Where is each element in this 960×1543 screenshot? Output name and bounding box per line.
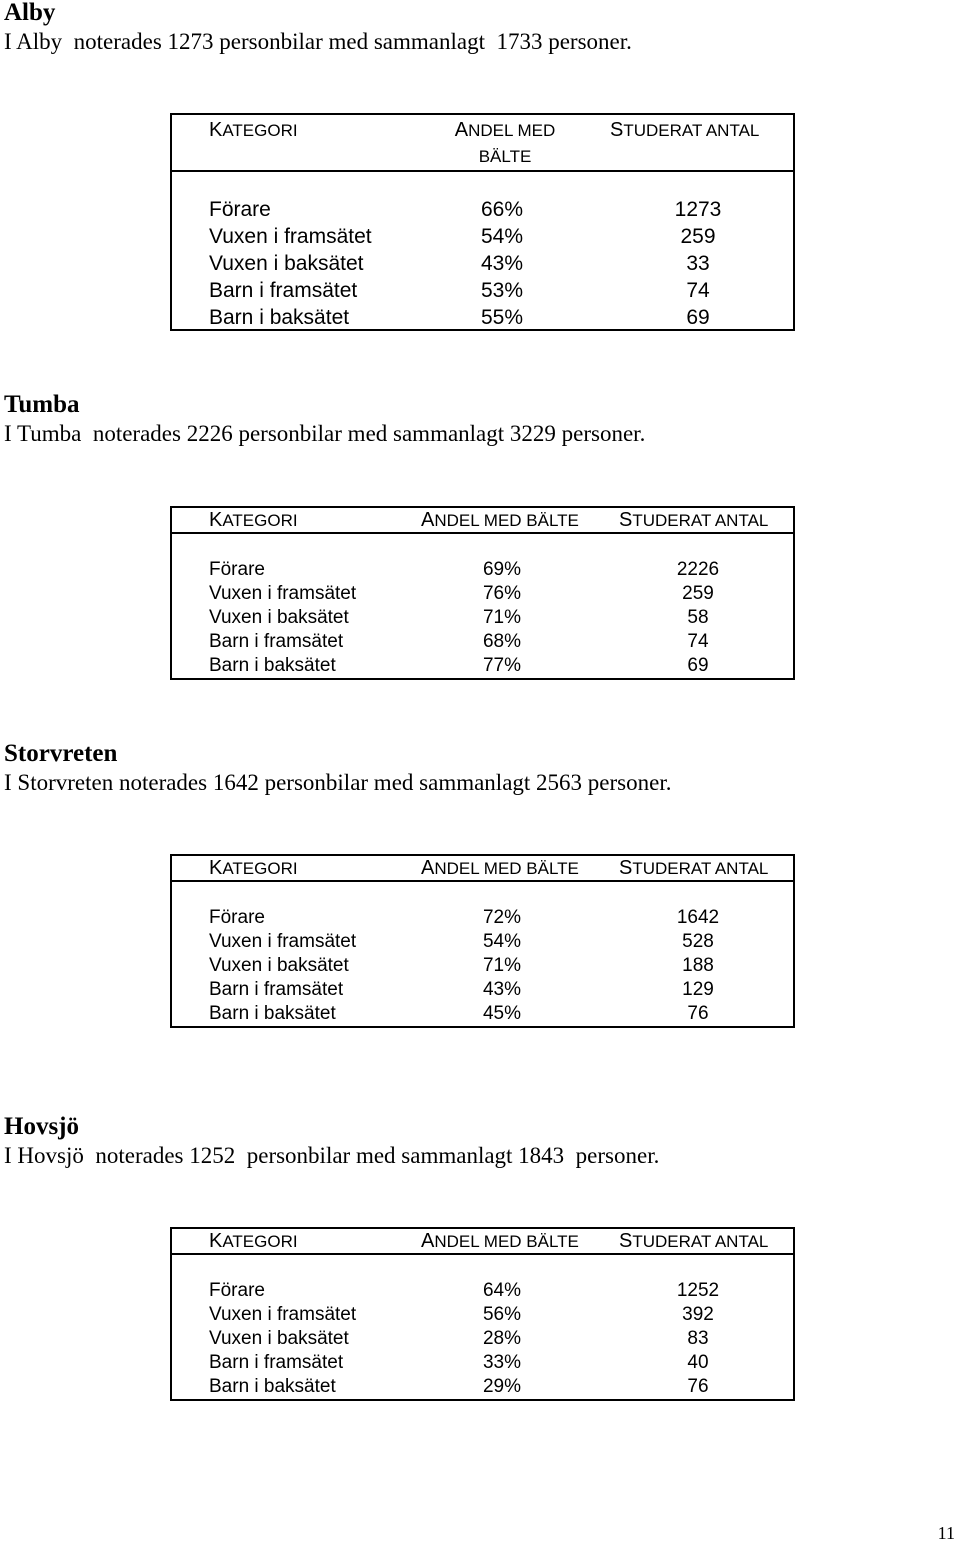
header-studerat: STUDERAT ANTAL — [619, 1230, 769, 1252]
cell-andel: 66% — [480, 198, 524, 221]
header-andel: ANDEL MED BÄLTE — [421, 857, 579, 879]
section-intro-alby: I Alby noterades 1273 personbilar med sammanlagt 1733 personer. — [4, 29, 632, 54]
cell-kategori: Barn i baksätet — [209, 1003, 336, 1024]
header-studerat: STUDERAT ANTAL — [619, 857, 769, 879]
cell-kategori: Barn i baksätet — [209, 306, 350, 329]
cell-andel: 43% — [480, 252, 524, 275]
cell-andel: 33% — [482, 1352, 522, 1373]
table-hovsjo — [170, 1227, 795, 1401]
cell-antal: 1252 — [676, 1280, 720, 1301]
cell-kategori: Förare — [209, 559, 265, 580]
cell-andel: 72% — [482, 907, 522, 928]
cell-kategori: Förare — [209, 907, 265, 928]
cell-antal: 69 — [686, 306, 710, 329]
table-storvreten — [170, 854, 795, 1028]
cell-andel: 71% — [482, 607, 522, 628]
cell-andel: 56% — [482, 1304, 522, 1325]
cell-andel: 43% — [482, 979, 522, 1000]
cell-kategori: Barn i framsätet — [209, 279, 358, 302]
cell-andel: 29% — [482, 1376, 522, 1397]
cell-kategori: Barn i framsätet — [209, 631, 344, 652]
cell-andel: 45% — [482, 1003, 522, 1024]
header-kategori: KATEGORI — [209, 119, 298, 141]
header-studerat: STUDERAT ANTAL — [610, 119, 760, 141]
cell-kategori: Förare — [209, 1280, 265, 1301]
table-header — [172, 508, 793, 534]
header-kategori: KATEGORI — [209, 509, 298, 531]
cell-andel: 76% — [482, 583, 522, 604]
cell-kategori: Vuxen i framsätet — [209, 1304, 357, 1325]
cell-andel: 55% — [480, 306, 524, 329]
header-studerat: STUDERAT ANTAL — [619, 509, 769, 531]
section-intro-storvreten: I Storvreten noterades 1642 personbilar med sammanlagt 2563 personer. — [4, 770, 672, 795]
header-andel: ANDEL MED BÄLTE — [421, 509, 579, 531]
section-heading-hovsjo: Hovsjö — [4, 1113, 79, 1140]
cell-antal: 188 — [682, 955, 714, 976]
header-kategori: KATEGORI — [209, 857, 298, 879]
cell-kategori: Vuxen i baksätet — [209, 252, 364, 275]
section-heading-tumba: Tumba — [4, 391, 80, 418]
cell-antal: 2226 — [676, 559, 720, 580]
cell-andel: 53% — [480, 279, 524, 302]
cell-antal: 528 — [682, 931, 714, 952]
section-heading-alby: Alby — [4, 0, 56, 26]
cell-andel: 69% — [482, 559, 522, 580]
cell-kategori: Vuxen i framsätet — [209, 225, 372, 248]
cell-antal: 76 — [687, 1376, 709, 1397]
section-intro-tumba: I Tumba noterades 2226 personbilar med sammanlagt 3229 personer. — [4, 421, 646, 446]
cell-antal: 392 — [682, 1304, 714, 1325]
cell-antal: 259 — [682, 583, 714, 604]
cell-kategori: Barn i framsätet — [209, 979, 344, 1000]
table-header — [172, 115, 793, 172]
cell-antal: 74 — [687, 631, 709, 652]
cell-kategori: Vuxen i framsätet — [209, 931, 357, 952]
cell-andel: 68% — [482, 631, 522, 652]
header-kategori: KATEGORI — [209, 1230, 298, 1252]
cell-andel: 54% — [482, 931, 522, 952]
cell-antal: 74 — [686, 279, 710, 302]
cell-kategori: Vuxen i framsätet — [209, 583, 357, 604]
table-tumba — [170, 506, 795, 680]
section-intro-hovsjo: I Hovsjö noterades 1252 personbilar med sammanlagt 1843 personer. — [4, 1143, 660, 1168]
cell-antal: 129 — [682, 979, 714, 1000]
section-heading-storvreten: Storvreten — [4, 740, 118, 767]
cell-antal: 76 — [687, 1003, 709, 1024]
cell-antal: 83 — [687, 1328, 709, 1349]
table-header — [172, 1229, 793, 1255]
cell-andel: 64% — [482, 1280, 522, 1301]
cell-antal: 69 — [687, 655, 709, 676]
cell-andel: 77% — [482, 655, 522, 676]
cell-kategori: Barn i baksätet — [209, 1376, 336, 1397]
cell-antal: 58 — [687, 607, 709, 628]
cell-andel: 28% — [482, 1328, 522, 1349]
cell-antal: 1642 — [676, 907, 720, 928]
cell-antal: 259 — [680, 225, 716, 248]
cell-kategori: Förare — [209, 198, 271, 221]
cell-antal: 40 — [687, 1352, 709, 1373]
cell-kategori: Vuxen i baksätet — [209, 955, 349, 976]
cell-kategori: Barn i baksätet — [209, 655, 336, 676]
cell-andel: 71% — [482, 955, 522, 976]
cell-kategori: Barn i framsätet — [209, 1352, 344, 1373]
table-header — [172, 856, 793, 882]
cell-kategori: Vuxen i baksätet — [209, 607, 349, 628]
page-number: 11 — [937, 1523, 955, 1543]
header-andel: ANDEL MED BÄLTE — [421, 1230, 579, 1252]
header-andel: ANDEL MED BÄLTE — [454, 119, 556, 166]
cell-antal: 33 — [686, 252, 710, 275]
cell-andel: 54% — [480, 225, 524, 248]
cell-antal: 1273 — [674, 198, 722, 221]
cell-kategori: Vuxen i baksätet — [209, 1328, 349, 1349]
table-alby — [170, 113, 795, 331]
